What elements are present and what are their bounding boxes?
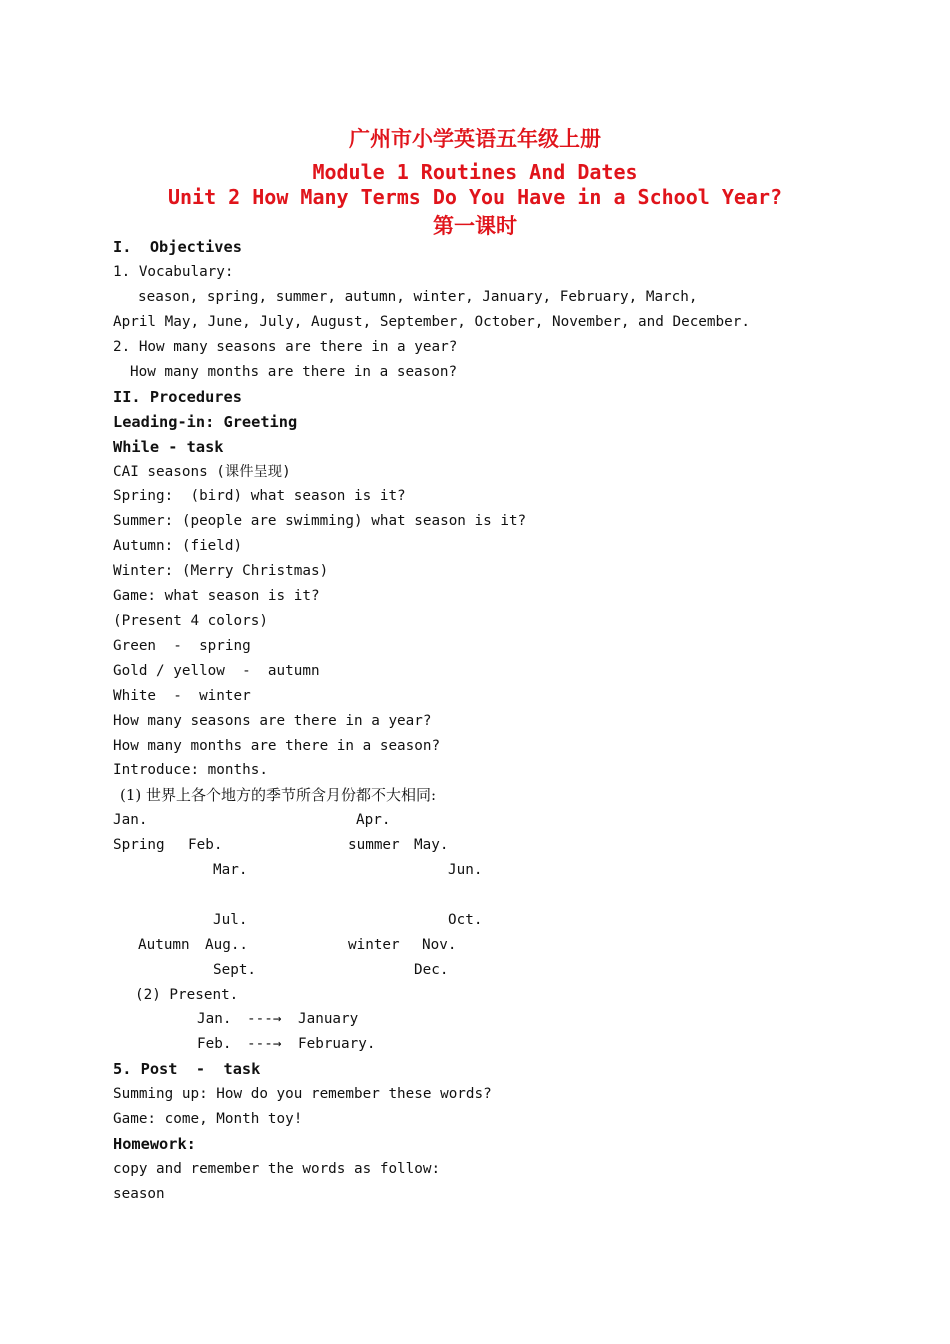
green-spring-line: Green - spring xyxy=(113,638,251,654)
present-feb-full: February. xyxy=(298,1036,376,1052)
season-winter-label: winter xyxy=(348,937,400,953)
present-feb-abbr: Feb. xyxy=(197,1036,232,1052)
homework-word: season xyxy=(113,1186,165,1202)
while-task-heading: While - task xyxy=(113,438,224,456)
month-nov: Nov. xyxy=(422,937,457,953)
month-jun: Jun. xyxy=(448,862,483,878)
autumn-line: Autumn: (field) xyxy=(113,538,243,554)
vocabulary-label: 1. Vocabulary: xyxy=(113,264,234,280)
month-oct: Oct. xyxy=(448,912,483,928)
summing-up-line: Summing up: How do you remember these words? xyxy=(113,1086,492,1102)
arrow-icon: ---→ xyxy=(247,1036,282,1052)
introduce-months-line: Introduce: months. xyxy=(113,762,268,778)
month-jul: Jul. xyxy=(213,912,248,928)
question-seasons: How many seasons are there in a year? xyxy=(113,713,432,729)
winter-line: Winter: (Merry Christmas) xyxy=(113,563,329,579)
month-mar: Mar. xyxy=(213,862,248,878)
lesson-title: 第一课时 xyxy=(433,213,517,238)
month-jan: Jan. xyxy=(113,812,148,828)
season-summer-label: summer xyxy=(348,837,400,853)
month-dec: Dec. xyxy=(414,962,449,978)
city-grade-title: 广州市小学英语五年级上册 xyxy=(349,126,601,151)
note-2-line: (2) Present. xyxy=(135,987,239,1003)
present-jan-full: January xyxy=(298,1011,359,1027)
objectives-heading: I. Objectives xyxy=(113,238,242,256)
game-line: Game: what season is it? xyxy=(113,588,320,604)
month-aug: Aug.. xyxy=(205,937,249,953)
module-title: Module 1 Routines And Dates xyxy=(312,160,638,184)
homework-instruction: copy and remember the words as follow: xyxy=(113,1161,441,1177)
present-jan-abbr: Jan. xyxy=(197,1011,232,1027)
season-autumn-label: Autumn xyxy=(138,937,190,953)
month-toy-game-line: Game: come, Month toy! xyxy=(113,1111,303,1127)
present-colors-line: (Present 4 colors) xyxy=(113,613,268,629)
season-spring-label: Spring xyxy=(113,837,165,853)
vocabulary-line-1: season, spring, summer, autumn, winter, January, February, March, xyxy=(138,289,698,305)
note-1-line: (1) 世界上各个地方的季节所含月份都不大相同: xyxy=(120,786,437,804)
post-task-heading: 5. Post - task xyxy=(113,1060,261,1078)
month-feb: Feb. xyxy=(188,837,223,853)
question-months: How many months are there in a season? xyxy=(113,738,441,754)
vocabulary-line-2: April May, June, July, August, September, October, November, and December. xyxy=(113,314,750,330)
month-apr: Apr. xyxy=(356,812,391,828)
procedures-heading: II. Procedures xyxy=(113,388,242,406)
month-may: May. xyxy=(414,837,449,853)
leading-in-heading: Leading-in: Greeting xyxy=(113,413,298,431)
homework-heading: Homework: xyxy=(113,1135,196,1153)
white-winter-line: White - winter xyxy=(113,688,251,704)
gold-autumn-line: Gold / yellow - autumn xyxy=(113,663,320,679)
objective-question-months: How many months are there in a season? xyxy=(130,364,458,380)
unit-title: Unit 2 How Many Terms Do You Have in a School Year? xyxy=(167,185,783,209)
summer-line: Summer: (people are swimming) what season is it? xyxy=(113,513,527,529)
arrow-icon: ---→ xyxy=(247,1011,282,1027)
objective-question-seasons: 2. How many seasons are there in a year? xyxy=(113,339,458,355)
spring-line: Spring: (bird) what season is it? xyxy=(113,488,406,504)
cai-seasons-line: CAI seasons (课件呈现) xyxy=(113,464,291,480)
month-sept: Sept. xyxy=(213,962,257,978)
